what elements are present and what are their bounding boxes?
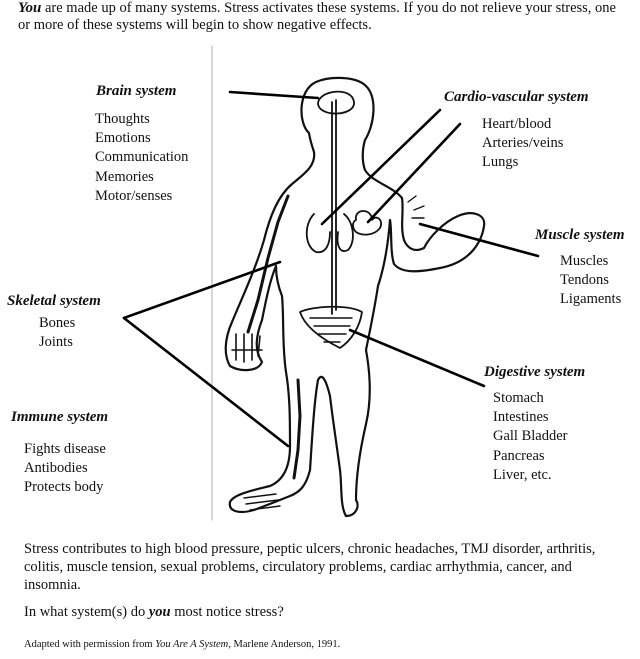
list-item: Ligaments	[560, 291, 622, 308]
cardio-system-list	[482, 115, 563, 173]
list-item: Communication	[95, 149, 189, 166]
credit-pre: Adapted with permission from	[24, 639, 156, 650]
digestive-system-title: Digestive system	[484, 364, 586, 380]
list-item: Lungs	[482, 154, 519, 171]
list-item: Bones	[39, 315, 76, 331]
skeletal-pointer	[124, 262, 280, 318]
cardio-pointer-2	[368, 124, 460, 222]
list-item: Motor/senses	[95, 187, 173, 204]
intro-text: are made up of many systems. Stress activates these systems. If you do not relieve your stress, one or more of these systems will begin to show negative effects.	[18, 0, 616, 33]
immune-system-title: Immune system	[11, 409, 109, 425]
muscle-system-list	[560, 252, 621, 310]
skeletal-system-title: Skeletal system	[7, 293, 101, 309]
intestines	[310, 318, 352, 342]
list-item: Heart/blood	[482, 116, 552, 132]
question-emphasis: you	[148, 604, 171, 620]
muscle-flex-lines	[408, 196, 424, 218]
stress-effects-paragraph: Stress contributes to high blood pressure, peptic ulcers, chronic headaches, TMJ disorder, arthritis, colitis, muscle tension, sexual problems, circulatory problems, cardiac arrhythmia, cancer, and insomnia.	[24, 541, 596, 593]
credit-title: You Are A System	[155, 639, 229, 650]
muscle-system-title: Muscle system	[535, 227, 625, 243]
source-credit	[24, 639, 340, 650]
list-item: Intestines	[493, 409, 549, 426]
brain-system-title: Brain system	[96, 83, 177, 99]
list-item: Arteries/veins	[482, 135, 564, 152]
skeletal-system-list	[39, 314, 75, 352]
list-item: Pancreas	[493, 447, 545, 464]
leg-bone	[294, 380, 300, 478]
list-item: Tendons	[560, 272, 609, 289]
list-item: Emotions	[95, 130, 151, 147]
credit-post: , Marlene Anderson, 1991.	[228, 639, 341, 650]
digestive-system-list	[493, 389, 568, 485]
list-item: Antibodies	[24, 460, 88, 477]
spine-arteries	[332, 100, 336, 314]
list-item: Protects body	[24, 479, 104, 496]
brain-system-list	[95, 110, 188, 206]
list-item: Fights disease	[24, 441, 106, 457]
muscle-pointer	[420, 224, 538, 256]
list-item: Stomach	[493, 390, 544, 406]
intro-lead: You	[18, 0, 42, 16]
list-item: Muscles	[560, 253, 609, 269]
cardio-system-title: Cardio-vascular system	[444, 89, 589, 105]
question-post: most notice stress?	[170, 604, 284, 620]
immune-system-list	[24, 440, 106, 498]
lungs-organ	[307, 214, 353, 252]
list-item: Memories	[95, 168, 154, 185]
reflection-question	[24, 604, 284, 621]
list-item: Thoughts	[95, 111, 150, 127]
list-item: Liver, etc.	[493, 466, 552, 483]
list-item: Gall Bladder	[493, 428, 568, 445]
list-item: Joints	[39, 334, 73, 351]
question-pre: In what system(s) do	[24, 604, 149, 620]
immune-pointer	[124, 318, 288, 446]
body-outline	[226, 78, 484, 516]
